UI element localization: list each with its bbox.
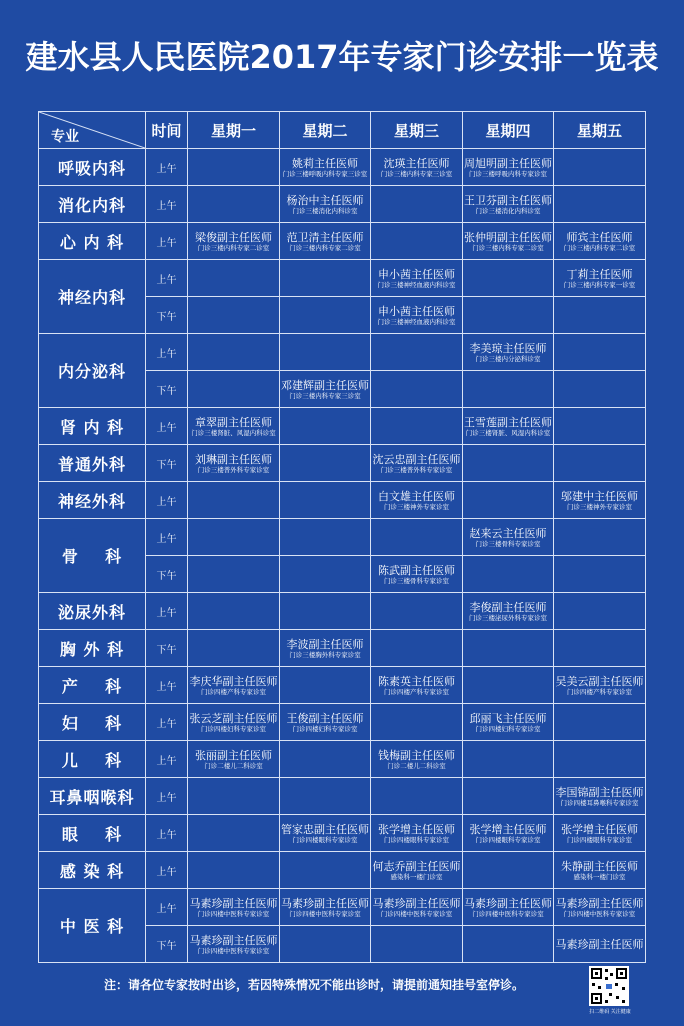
department-name: 骨 科 (39, 519, 146, 593)
session-time: 上午 (146, 186, 188, 223)
table-row (39, 778, 646, 815)
header-row (39, 112, 646, 149)
department-name: 肾 内 科 (39, 408, 146, 445)
empty-cell (280, 297, 371, 334)
doctor-cell (371, 297, 463, 334)
qr-code[interactable] (589, 966, 629, 1006)
empty-cell (554, 704, 646, 741)
empty-cell (554, 741, 646, 778)
clinic-room: 门诊四楼眼科专家诊室 (475, 835, 541, 844)
clinic-room: 门诊三楼呼吸内科专家诊室 (469, 169, 547, 178)
qr-code-icon (589, 966, 629, 1006)
session-time: 上午 (146, 334, 188, 371)
clinic-room: 门诊三楼胸外科专家诊室 (289, 650, 361, 659)
table-row (39, 334, 646, 371)
header-time: 时间 (146, 112, 188, 149)
department-name: 儿 科 (39, 741, 146, 778)
session-time: 上午 (146, 482, 188, 519)
empty-cell (280, 482, 371, 519)
clinic-room: 门诊四楼产科专家诊室 (567, 687, 632, 696)
doctor-name: 师宾主任医师 (566, 230, 633, 244)
doctor-name: 沈云忠副主任医师 (372, 452, 461, 466)
doctor-name: 马素珍副主任医师 (555, 896, 644, 910)
clinic-room: 门诊三楼内科专家二诊室 (289, 243, 361, 252)
doctor-cell (188, 704, 280, 741)
doctor-name: 马素珍副主任医师 (281, 896, 369, 910)
doctor-name: 马素珍副主任医师 (555, 937, 644, 951)
doctor-name: 马素珍副主任医师 (464, 896, 552, 910)
table-row (39, 149, 646, 186)
doctor-name: 邱丽飞主任医师 (469, 711, 547, 725)
session-time: 上午 (146, 778, 188, 815)
session-time: 上午 (146, 519, 188, 556)
schedule-table (38, 111, 646, 963)
doctor-cell (463, 889, 554, 926)
doctor-cell (280, 815, 371, 852)
doctor-name: 邬建中主任医师 (561, 489, 638, 503)
doctor-cell (188, 926, 280, 963)
department-name: 消化内科 (39, 186, 146, 223)
footer-note: 注：请各位专家按时出诊，若因特殊情况不能出诊时，请提前通知挂号室停诊。 (104, 978, 525, 992)
table-row (39, 704, 646, 741)
empty-cell (554, 408, 646, 445)
clinic-room: 门诊四楼中医科专家诊室 (197, 946, 270, 955)
session-time: 上午 (146, 260, 188, 297)
department-name: 内分泌科 (39, 334, 146, 408)
empty-cell (188, 149, 280, 186)
empty-cell (554, 519, 646, 556)
empty-cell (188, 815, 280, 852)
department-name: 呼吸内科 (39, 149, 146, 186)
empty-cell (188, 556, 280, 593)
clinic-room: 门诊二楼儿二科诊室 (387, 761, 446, 770)
empty-cell (554, 297, 646, 334)
table-row (39, 630, 646, 667)
clinic-room: 门诊三楼肾脏、风湿内科诊室 (191, 428, 276, 437)
doctor-name: 马素珍副主任医师 (189, 933, 278, 947)
empty-cell (371, 778, 463, 815)
empty-cell (280, 926, 371, 963)
empty-cell (463, 667, 554, 704)
empty-cell (188, 297, 280, 334)
doctor-cell (188, 741, 280, 778)
clinic-room: 门诊四楼产科专家诊室 (201, 687, 266, 696)
empty-cell (188, 852, 280, 889)
doctor-name: 钱梅副主任医师 (378, 748, 455, 762)
empty-cell (188, 778, 280, 815)
empty-cell (280, 556, 371, 593)
clinic-room: 感染科一楼门诊室 (573, 872, 626, 881)
doctor-cell (463, 334, 554, 371)
session-time: 上午 (146, 704, 188, 741)
clinic-room: 门诊四楼妇科专家诊室 (292, 724, 358, 733)
doctor-name: 张学增主任医师 (469, 822, 547, 836)
doctor-cell (463, 186, 554, 223)
empty-cell (554, 630, 646, 667)
empty-cell (280, 260, 371, 297)
header-day: 星期三 (371, 112, 463, 149)
clinic-room: 门诊四楼眼科专家诊室 (567, 835, 632, 844)
clinic-room: 门诊四楼眼科专家诊室 (384, 835, 449, 844)
page-title: 建水县人民医院2017年专家门诊安排一览表 (25, 38, 659, 76)
session-time: 下午 (146, 297, 188, 334)
doctor-cell (188, 408, 280, 445)
empty-cell (554, 334, 646, 371)
clinic-room: 门诊三楼内科专家一诊室 (563, 280, 636, 289)
empty-cell (371, 223, 463, 260)
doctor-cell (554, 852, 646, 889)
clinic-room: 门诊四楼妇科专家诊室 (201, 724, 266, 733)
doctor-name: 沈瑛主任医师 (383, 156, 450, 170)
table-row (39, 667, 646, 704)
header-day: 星期一 (188, 112, 280, 149)
empty-cell (463, 260, 554, 297)
department-name: 普通外科 (39, 445, 146, 482)
session-time: 下午 (146, 371, 188, 408)
doctor-name: 申小茜主任医师 (378, 267, 455, 281)
empty-cell (463, 482, 554, 519)
doctor-name: 张学增主任医师 (561, 822, 638, 836)
doctor-cell (371, 260, 463, 297)
clinic-room: 门诊三楼骨科专家诊室 (384, 576, 449, 585)
clinic-room: 门诊三楼内科专家二诊室 (197, 243, 270, 252)
department-name: 中 医 科 (39, 889, 146, 963)
clinic-room: 门诊三楼神经血液内科诊室 (377, 317, 456, 326)
empty-cell (188, 186, 280, 223)
empty-cell (280, 852, 371, 889)
doctor-name: 赵来云主任医师 (469, 526, 547, 540)
doctor-cell (463, 408, 554, 445)
doctor-cell (463, 149, 554, 186)
doctor-name: 李俊副主任医师 (469, 600, 547, 614)
empty-cell (463, 741, 554, 778)
table-row (39, 593, 646, 630)
clinic-room: 门诊四楼中医科专家诊室 (563, 909, 636, 918)
doctor-name: 张云芝副主任医师 (189, 711, 278, 725)
department-name: 感 染 科 (39, 852, 146, 889)
doctor-cell (463, 519, 554, 556)
doctor-cell (280, 704, 371, 741)
clinic-room: 门诊三楼内分泌科诊室 (475, 354, 541, 363)
session-time: 上午 (146, 889, 188, 926)
doctor-cell (554, 778, 646, 815)
clinic-room: 门诊三楼神经血液内科诊室 (377, 280, 456, 289)
doctor-name: 吴美云副主任医师 (555, 674, 644, 688)
doctor-cell (280, 186, 371, 223)
clinic-room: 门诊三楼呼吸内科专家三诊室 (282, 169, 368, 178)
clinic-room: 门诊三楼肾脏、风湿内科诊室 (465, 428, 551, 437)
doctor-name: 陈武副主任医师 (378, 563, 455, 577)
doctor-name: 陈素英主任医师 (378, 674, 455, 688)
clinic-room: 门诊三楼消化内科诊室 (475, 206, 541, 215)
clinic-room: 门诊四楼妇科专家诊室 (475, 724, 541, 733)
empty-cell (371, 371, 463, 408)
doctor-cell (280, 223, 371, 260)
doctor-name: 张丽副主任医师 (195, 748, 272, 762)
empty-cell (280, 334, 371, 371)
empty-cell (371, 519, 463, 556)
doctor-name: 李美琼主任医师 (469, 341, 547, 355)
clinic-room: 感染科一楼门诊室 (390, 872, 443, 881)
session-time: 上午 (146, 223, 188, 260)
department-name: 神经内科 (39, 260, 146, 334)
empty-cell (280, 445, 371, 482)
doctor-cell (371, 815, 463, 852)
session-time: 上午 (146, 593, 188, 630)
session-time: 下午 (146, 630, 188, 667)
table-row (39, 445, 646, 482)
doctor-name: 张学增主任医师 (378, 822, 455, 836)
doctor-name: 王卫芬副主任医师 (464, 193, 552, 207)
clinic-room: 门诊四楼中医科专家诊室 (289, 909, 361, 918)
empty-cell (188, 371, 280, 408)
department-name: 泌尿外科 (39, 593, 146, 630)
empty-cell (188, 519, 280, 556)
doctor-name: 李庆华副主任医师 (189, 674, 278, 688)
doctor-name: 何志乔副主任医师 (372, 859, 461, 873)
empty-cell (463, 556, 554, 593)
department-name: 产 科 (39, 667, 146, 704)
doctor-cell (554, 260, 646, 297)
doctor-cell (280, 371, 371, 408)
clinic-room: 门诊四楼中医科专家诊室 (197, 909, 270, 918)
doctor-cell (371, 741, 463, 778)
schedule-body (39, 149, 646, 963)
doctor-cell (280, 630, 371, 667)
clinic-room: 门诊三楼内科专家二诊室 (563, 243, 636, 252)
doctor-name: 刘琳副主任医师 (195, 452, 272, 466)
doctor-cell (371, 852, 463, 889)
doctor-name: 申小茜主任医师 (378, 304, 455, 318)
header-day: 星期二 (280, 112, 371, 149)
doctor-cell (371, 482, 463, 519)
clinic-room: 门诊三楼神外专家诊室 (384, 502, 449, 511)
doctor-name: 杨治中主任医师 (286, 193, 364, 207)
doctor-cell (188, 667, 280, 704)
empty-cell (188, 482, 280, 519)
doctor-name: 梁俊副主任医师 (195, 230, 272, 244)
table-row (39, 519, 646, 556)
doctor-cell (280, 889, 371, 926)
doctor-cell (554, 815, 646, 852)
qr-caption: 扫二维码 关注健康 (589, 1009, 631, 1015)
table-row (39, 186, 646, 223)
empty-cell (463, 445, 554, 482)
clinic-room: 门诊三楼普外科专家诊室 (380, 465, 453, 474)
doctor-name: 白文雄主任医师 (378, 489, 455, 503)
session-time: 上午 (146, 852, 188, 889)
doctor-cell (463, 704, 554, 741)
session-time: 上午 (146, 408, 188, 445)
doctor-cell (463, 223, 554, 260)
department-name: 胸 外 科 (39, 630, 146, 667)
clinic-room: 门诊二楼儿二科诊室 (204, 761, 263, 770)
empty-cell (463, 852, 554, 889)
clinic-room: 门诊四楼中医科专家诊室 (380, 909, 453, 918)
doctor-name: 张仲明副主任医师 (464, 230, 552, 244)
doctor-cell (188, 223, 280, 260)
doctor-name: 王俊副主任医师 (286, 711, 364, 725)
clinic-room: 门诊四楼产科专家诊室 (384, 687, 449, 696)
empty-cell (554, 186, 646, 223)
empty-cell (280, 408, 371, 445)
clinic-room: 门诊三楼泌尿外科专家诊室 (469, 613, 547, 622)
session-time: 下午 (146, 926, 188, 963)
session-time: 上午 (146, 149, 188, 186)
empty-cell (463, 297, 554, 334)
empty-cell (371, 334, 463, 371)
clinic-room: 门诊三楼内科专家三诊室 (380, 169, 453, 178)
doctor-name: 邓建辉副主任医师 (281, 378, 369, 392)
table-row (39, 741, 646, 778)
doctor-name: 周旭明副主任医师 (464, 156, 552, 170)
empty-cell (188, 260, 280, 297)
doctor-cell (371, 445, 463, 482)
empty-cell (463, 926, 554, 963)
clinic-room: 门诊四楼耳鼻喉科专家诊室 (560, 798, 639, 807)
doctor-name: 章翠副主任医师 (195, 415, 272, 429)
header-day: 星期四 (463, 112, 554, 149)
empty-cell (554, 556, 646, 593)
header-day: 星期五 (554, 112, 646, 149)
doctor-cell (371, 667, 463, 704)
doctor-cell (554, 223, 646, 260)
table-row (39, 408, 646, 445)
doctor-cell (554, 667, 646, 704)
doctor-name: 马素珍副主任医师 (189, 896, 278, 910)
doctor-name: 李国锦副主任医师 (555, 785, 644, 799)
clinic-room: 门诊三楼内科专家三诊室 (289, 391, 361, 400)
empty-cell (371, 630, 463, 667)
empty-cell (280, 778, 371, 815)
doctor-name: 李波副主任医师 (286, 637, 364, 651)
doctor-cell (554, 889, 646, 926)
clinic-room: 门诊三楼普外科专家诊室 (197, 465, 270, 474)
department-name: 神经外科 (39, 482, 146, 519)
empty-cell (280, 593, 371, 630)
clinic-room: 门诊三楼骨科专家诊室 (475, 539, 541, 548)
clinic-room: 门诊四楼眼科专家诊室 (292, 835, 358, 844)
empty-cell (280, 519, 371, 556)
empty-cell (463, 630, 554, 667)
empty-cell (554, 593, 646, 630)
empty-cell (280, 667, 371, 704)
department-name: 妇 科 (39, 704, 146, 741)
table-row (39, 482, 646, 519)
doctor-name: 丁莉主任医师 (566, 267, 633, 281)
table-row (39, 815, 646, 852)
clinic-room: 门诊三楼内科专家二诊室 (472, 243, 544, 252)
clinic-room: 门诊三楼神外专家诊室 (567, 502, 632, 511)
doctor-cell (371, 889, 463, 926)
doctor-cell (371, 149, 463, 186)
clinic-room: 门诊三楼消化内科诊室 (292, 206, 358, 215)
empty-cell (371, 926, 463, 963)
empty-cell (280, 741, 371, 778)
doctor-cell (371, 556, 463, 593)
empty-cell (463, 371, 554, 408)
doctor-name: 王雪莲副主任医师 (464, 415, 552, 429)
department-name: 眼 科 (39, 815, 146, 852)
table-row (39, 223, 646, 260)
table-row (39, 889, 646, 926)
empty-cell (371, 704, 463, 741)
table-row (39, 260, 646, 297)
doctor-cell (554, 926, 646, 963)
department-name: 心 内 科 (39, 223, 146, 260)
clinic-room: 门诊四楼中医科专家诊室 (472, 909, 544, 918)
session-time: 上午 (146, 667, 188, 704)
empty-cell (188, 334, 280, 371)
empty-cell (188, 630, 280, 667)
session-time: 下午 (146, 556, 188, 593)
doctor-cell (188, 445, 280, 482)
empty-cell (188, 593, 280, 630)
session-time: 上午 (146, 741, 188, 778)
doctor-name: 范卫清主任医师 (286, 230, 364, 244)
doctor-cell (554, 482, 646, 519)
empty-cell (554, 149, 646, 186)
empty-cell (554, 371, 646, 408)
session-time: 下午 (146, 445, 188, 482)
doctor-cell (463, 815, 554, 852)
doctor-cell (188, 889, 280, 926)
table-row (39, 852, 646, 889)
doctor-cell (463, 593, 554, 630)
doctor-name: 姚莉主任医师 (292, 156, 358, 170)
empty-cell (463, 778, 554, 815)
doctor-name: 马素珍副主任医师 (372, 896, 461, 910)
doctor-name: 管家忠副主任医师 (281, 822, 369, 836)
empty-cell (371, 593, 463, 630)
doctor-name: 朱静副主任医师 (561, 859, 638, 873)
empty-cell (554, 445, 646, 482)
doctor-cell (280, 149, 371, 186)
department-name: 耳鼻咽喉科 (39, 778, 146, 815)
header-specialty: 专业 (39, 112, 146, 149)
empty-cell (371, 186, 463, 223)
empty-cell (371, 408, 463, 445)
session-time: 上午 (146, 815, 188, 852)
